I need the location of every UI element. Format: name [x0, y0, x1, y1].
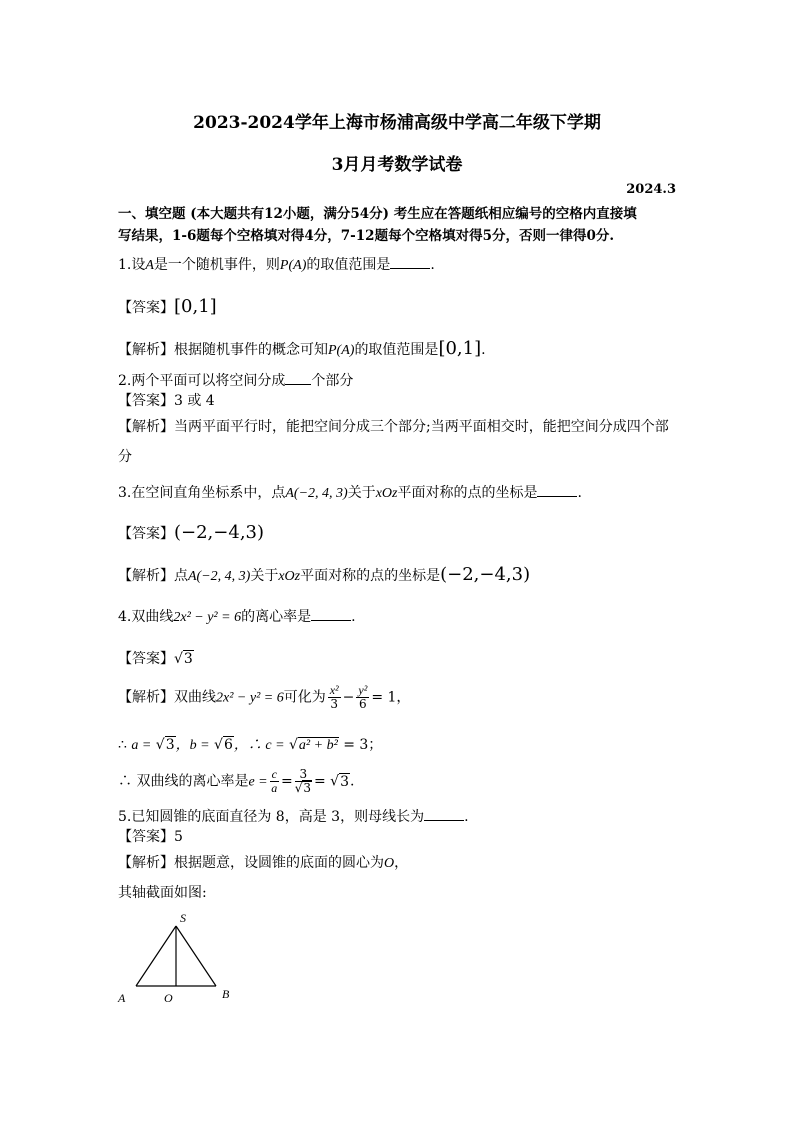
answer-2: 【答案】3 或 4 [118, 393, 215, 409]
side-sb [176, 926, 216, 986]
analysis-4-line3: ∴ 双曲线的离心率是e = $\frac{c}{a}$ = $\frac{3}{√3}$ = √3. [118, 767, 355, 795]
answer-blank [285, 370, 311, 385]
side-sa [136, 926, 176, 986]
exam-date: 2024.3 [626, 182, 676, 197]
label-a: A [118, 991, 126, 1005]
sqrt-icon: √ [174, 651, 183, 667]
answer-3: 【答案】(−2,−4,3) [118, 522, 265, 543]
fraction: $\frac{c}{a}$ [271, 767, 278, 795]
answer-1: 【答案】[0,1] [118, 296, 217, 317]
analysis-5: 【解析】根据题意，设圆锥的底面的圆心为O， [118, 855, 409, 871]
question-1: 1.设A是一个随机事件，则P(A)的取值范围是 . [118, 254, 435, 274]
figure-caption: 其轴截面如图: [118, 885, 207, 901]
question-5: 5.已知圆锥的底面直径为 8，高是 3，则母线长为 . [118, 806, 469, 826]
sqrt-icon: √ [289, 737, 298, 753]
answer-4: 【答案】√3 [118, 651, 193, 667]
analysis-1: 【解析】根据随机事件的概念可知P(A)的取值范围是[0,1]. [118, 338, 486, 359]
question-2: 2.两个平面可以将空间分成 个部分 [118, 370, 353, 390]
label-s: S [180, 911, 186, 925]
cone-cross-section-figure [112, 908, 252, 1008]
answer-blank [311, 606, 351, 621]
sqrt-icon: √ [294, 781, 303, 795]
answer-blank [424, 806, 464, 821]
fraction: $\frac{\text{x²}}{3}$ [329, 683, 339, 711]
section-heading-line2: 写结果，1-6题每个空格填对得4分，7-12题每个空格填对得5分，否则一律得0分. [118, 228, 615, 244]
page-title: 2023-2024学年上海市杨浦高级中学高二年级下学期 [193, 113, 601, 133]
page-subtitle: 3月月考数学试卷 [331, 155, 463, 175]
label-b: B [222, 987, 230, 1001]
fraction: $\frac{3}{√3}$ [294, 767, 311, 795]
sqrt-icon: √ [214, 737, 223, 753]
analysis-4-line2: ∴ a = √3，b = √6，∴ c = √a² + b² = 3； [118, 737, 383, 753]
section-heading-line1: 一、填空题 (本大题共有12小题，满分54分) 考生应在答题纸相应编号的空格内直接填 [118, 206, 637, 222]
analysis-2-cont: 分 [118, 449, 132, 465]
analysis-2: 【解析】当两平面平行时，能把空间分成三个部分;当两平面相交时，能把空间分成四个部 [118, 419, 669, 435]
answer-blank [390, 254, 430, 269]
fraction: $\frac{\text{y²}}{6}$ [358, 683, 368, 711]
sqrt-icon: √ [155, 737, 165, 753]
label-o: O [164, 991, 173, 1005]
answer-blank [537, 482, 577, 497]
question-4: 4.双曲线2x² − y² = 6的离心率是 . [118, 606, 356, 626]
analysis-4: 【解析】双曲线2x² − y² = 6可化为 $\frac{\text{x²}}{3}$ − $\frac{\text{y²}}{6}$ = 1， [118, 683, 411, 711]
answer-5: 【答案】5 [118, 829, 183, 845]
question-3: 3.在空间直角坐标系中，点A(−2, 4, 3)关于xOz平面对称的点的坐标是 . [118, 482, 582, 502]
sqrt-icon: √ [330, 773, 340, 790]
analysis-3: 【解析】点A(−2, 4, 3)关于xOz平面对称的点的坐标是(−2,−4,3) [118, 564, 531, 585]
